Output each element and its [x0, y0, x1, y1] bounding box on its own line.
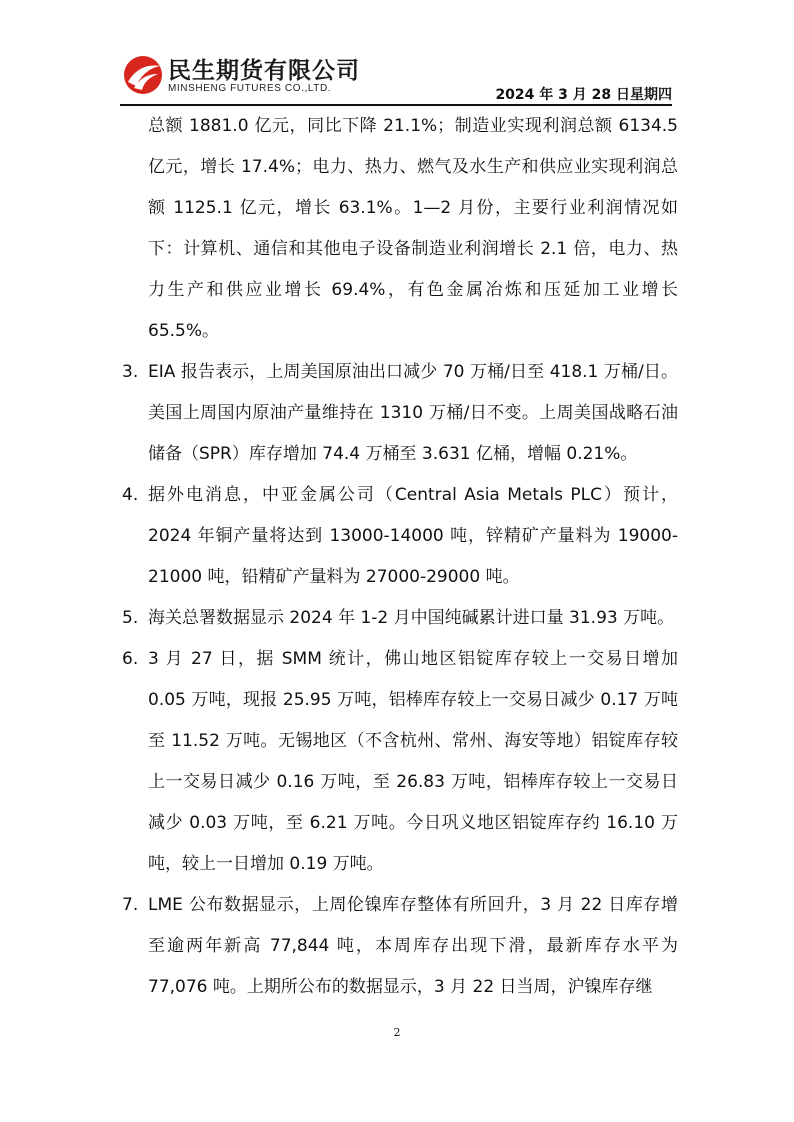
list-item-text: EIA 报告表示，上周美国原油出口减少 70 万桶/日至 418.1 万桶/日。美国上周国内原油产量维持在 1310 万桶/日不变。上周美国战略石油储备（SPR）库存增加 74.4 万桶至 3.631 亿桶，增幅 0.21%。	[148, 362, 678, 464]
list-number: 5.	[122, 608, 139, 628]
document-body	[122, 106, 678, 1008]
list-item-6	[122, 639, 678, 885]
list-number: 7.	[122, 895, 139, 915]
list-item-4	[122, 475, 678, 598]
company-name-en: MINSHENG FUTURES CO.,LTD.	[168, 83, 332, 94]
list-number: 3.	[122, 362, 139, 382]
list-item-3	[122, 352, 678, 475]
report-date: 2024 年 3 月 28 日星期四	[495, 87, 672, 103]
page-header	[0, 0, 794, 110]
list-item-text: LME 公布数据显示，上周伦镍库存整体有所回升，3 月 22 日库存增至逾两年新高 77,844 吨，本周库存出现下滑，最新库存水平为 77,076 吨。上期所公布的数据显示，3 月 22 日当周，沪镍库存继	[148, 895, 678, 997]
company-logo	[122, 50, 372, 100]
list-item-text: 海关总署数据显示 2024 年 1-2 月中国纯碱累计进口量 31.93 万吨。	[148, 608, 675, 628]
list-item-7	[122, 885, 678, 1008]
page-number: 2	[393, 1026, 401, 1039]
minsheng-logo-icon	[122, 54, 164, 96]
list-number: 6.	[122, 649, 139, 669]
list-item-5	[122, 598, 678, 639]
continued-paragraph: 总额 1881.0 亿元，同比下降 21.1%；制造业实现利润总额 6134.5 亿元，增长 17.4%；电力、热力、燃气及水生产和供应业实现利润总额 1125.1 亿元，增长 63.1%。1—2 月份，主要行业利润情况如下：计算机、通信和其他电子设备制造业利润增长 2.1 倍，电力、热力生产和供应业增长 69.4%，有色金属冶炼和压延加工业增长 65.5%。	[148, 116, 678, 341]
list-item-text: 3 月 27 日，据 SMM 统计，佛山地区铝锭库存较上一交易日增加 0.05 万吨，现报 25.95 万吨，铝棒库存较上一交易日减少 0.17 万吨至 11.52 万吨。无锡地区（不含杭州、常州、海安等地）铝锭库存较上一交易日减少 0.16 万吨，至 26.83 万吨，铝棒库存较上一交易日减少 0.03 万吨，至 6.21 万吨。今日巩义地区铝锭库存约 16.10 万吨，较上一日增加 0.19 万吨。	[148, 649, 678, 874]
list-item-text: 据外电消息，中亚金属公司（Central Asia Metals PLC）预计，2024 年铜产量将达到 13000-14000 吨，锌精矿产量料为 19000-21000 吨，铅精矿产量料为 27000-29000 吨。	[148, 485, 678, 587]
company-name-cn: 民生期货有限公司	[168, 58, 360, 84]
list-number: 4.	[122, 485, 139, 505]
